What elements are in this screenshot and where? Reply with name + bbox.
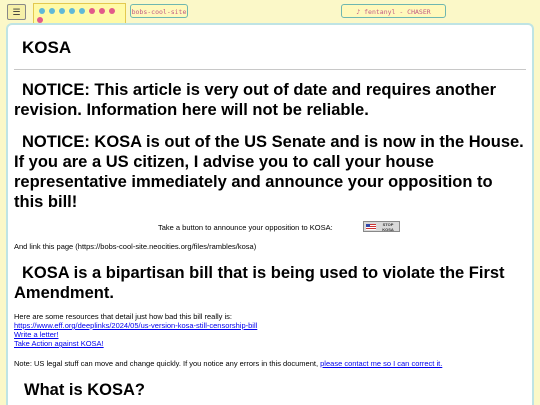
note-prefix: Note: US legal stuff can move and change quickly. If you notice any errors in this document, [14,359,321,368]
color-dot[interactable] [59,8,65,14]
resources-intro: Here are some resources that detail just how bad this bill really is: [14,312,233,321]
notice-house: NOTICE: KOSA is out of the US Senate and is now in the House. If you are a US citizen, I advise you to call your house representative immediately and announce your opposition to this bill! [14,133,524,211]
page-title: KOSA [22,38,72,57]
contact-me-link[interactable]: please contact me so I can correct it. [320,359,443,368]
color-dot[interactable] [79,8,85,14]
bipartisan-heading: KOSA is a bipartisan bill that is being used to violate the First Amendment. [14,264,505,302]
stop-kosa-button[interactable] [363,221,400,232]
eff-article-link[interactable]: https://www.eff.org/deeplinks/2024/05/us-version-kosa-still-censorship-bill [14,321,258,330]
color-dot[interactable] [99,8,105,14]
color-dot[interactable] [49,8,55,14]
hamburger-menu-icon[interactable]: ☰ [7,4,26,20]
notice-out-of-date: NOTICE: This article is very out of date and requires another revision. Information here will not be reliable. [14,81,497,119]
note-text [14,359,442,368]
color-dot[interactable] [109,8,115,14]
stop-kosa-button-label: STOP KOSA [382,222,394,232]
us-flag-icon [366,224,376,230]
take-action-link[interactable]: Take Action against KOSA! [14,339,104,348]
title-divider [14,69,526,70]
button-prompt: Take a button to announce your opposition to KOSA: [158,223,333,232]
top-bar [0,0,540,22]
color-dot[interactable] [39,8,45,14]
color-dot[interactable] [69,8,75,14]
article-page [6,23,534,405]
what-is-kosa-heading: What is KOSA? [24,381,146,399]
link-page-text: And link this page (https://bobs-cool-site.neocities.org/files/rambles/kosa) [14,242,257,251]
music-player-label[interactable]: ♪ fentanyl - CHASER [341,4,446,18]
write-letter-link[interactable]: Write a letter! [14,330,59,339]
color-dot[interactable] [89,8,95,14]
site-name-badge[interactable]: bobs-cool-site [130,4,188,18]
